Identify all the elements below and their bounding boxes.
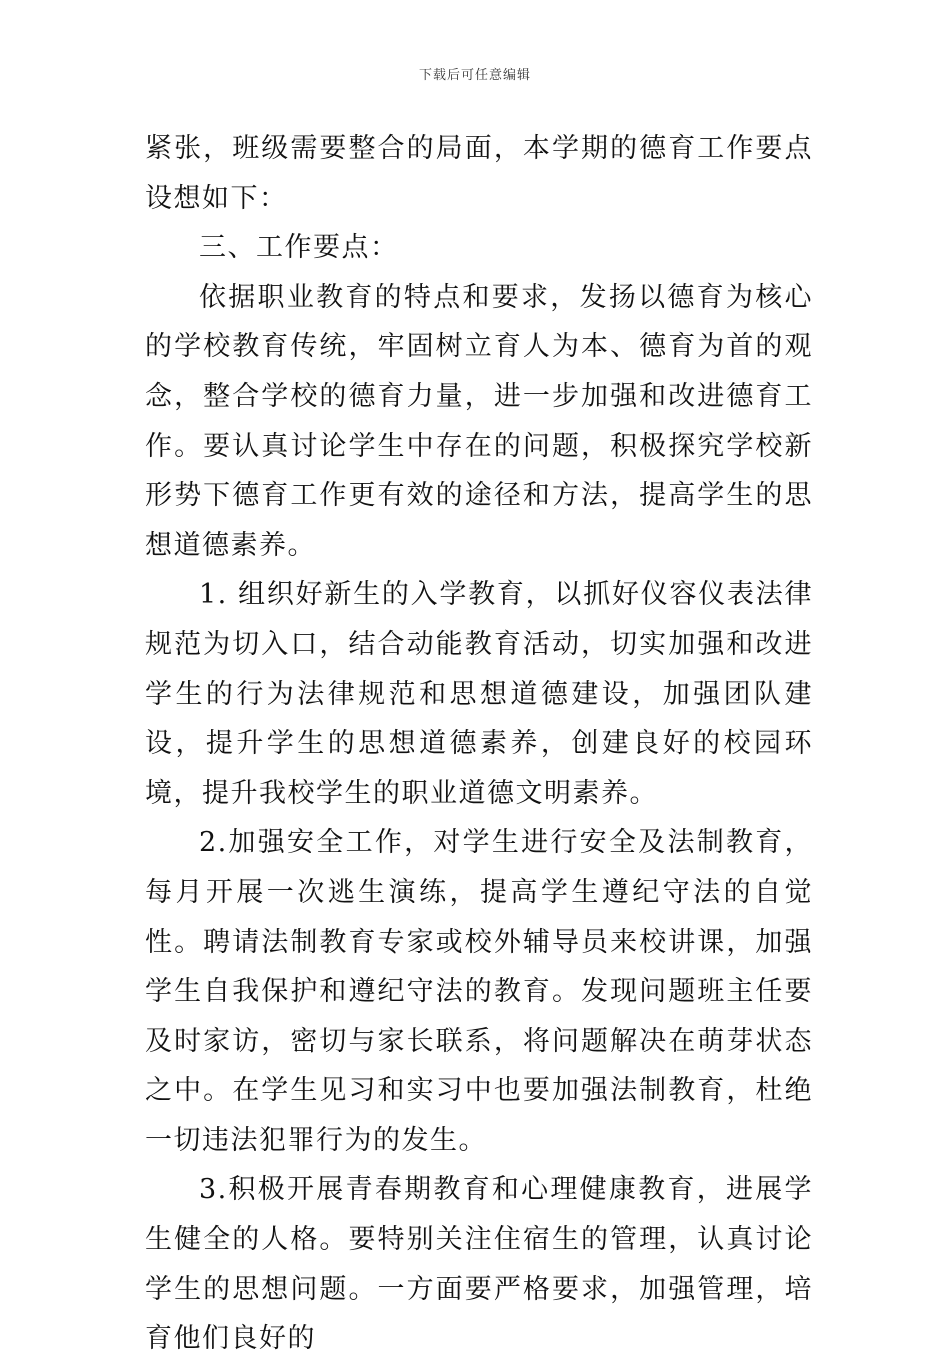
paragraph-item-2: 2.加强安全工作，对学生进行安全及法制教育，每月开展一次逃生演练，提高学生遵纪守法的自觉性。聘请法制教育专家或校外辅导员来校讲课，加强学生自我保护和遵纪守法的教育。发现问题班主任要及时家访，密切与家长联系，将问题解决在萌芽状态之中。在学生见习和实习中也要加强法制教育，杜绝一切违法犯罪行为的发生。: [145, 827, 813, 1156]
paragraph-continuation: 紧张，班级需要整合的局面，本学期的德育工作要点设想如下：: [145, 133, 813, 214]
paragraph-item-3: 3.积极开展青春期教育和心理健康教育，进展学生健全的人格。要特别关注住宿生的管理，认真讨论学生的思想问题。一方面要严格要求，加强管理，培育他们良好的: [145, 1174, 813, 1355]
header-note: 下载后可任意编辑: [418, 68, 531, 83]
paragraph-intro: 依据职业教育的特点和要求，发扬以德育为核心的学校教育传统，牢固树立育人为本、德育为首的观念，整合学校的德育力量，进一步加强和改进德育工作。要认真讨论学生中存在的问题，积极探究学校新形势下德育工作更有效的途径和方法，提高学生的思想道德素养。: [145, 281, 813, 561]
document-body: [145, 124, 813, 1364]
section-heading-work-points: 三、工作要点：: [199, 232, 399, 264]
paragraph-item-1: 1. 组织好新生的入学教育，以抓好仪容仪表法律规范为切入口，结合动能教育活动，切实加强和改进学生的行为法律规范和思想道德建设，加强团队建设，提升学生的思想道德素养，创建良好的校园环境，提升我校学生的职业道德文明素养。: [145, 579, 813, 809]
